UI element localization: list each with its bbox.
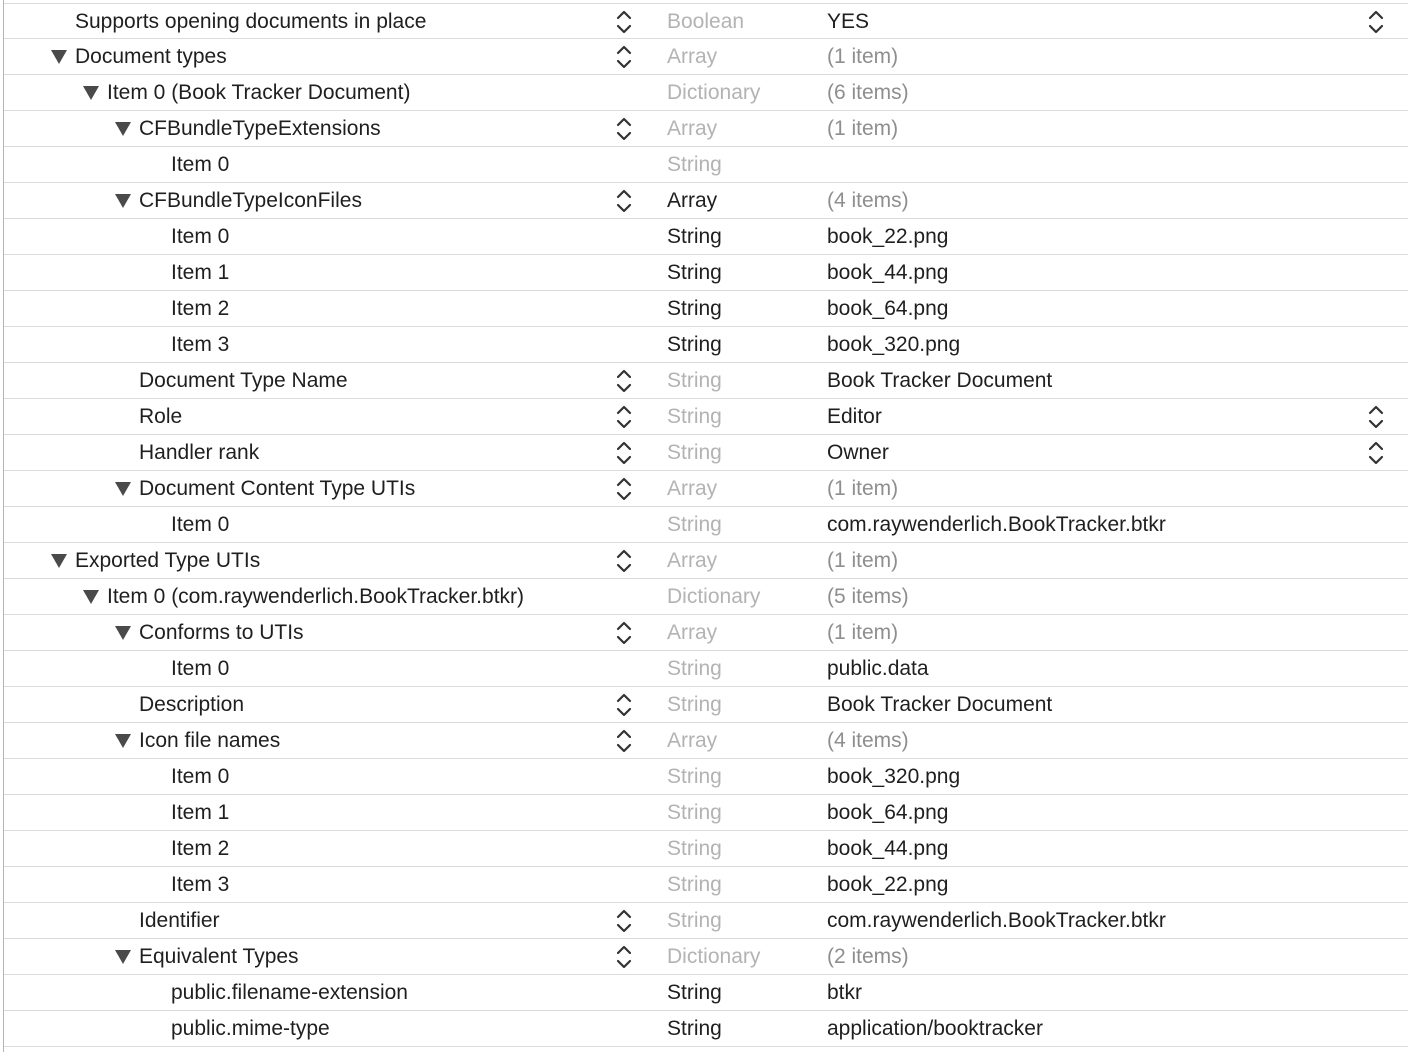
row-value[interactable]: btkr [827, 981, 863, 1004]
row-type[interactable]: Array [667, 729, 718, 752]
key-chooser-chevron-icon[interactable] [615, 188, 633, 214]
plist-row[interactable] [4, 291, 1408, 327]
row-key[interactable]: Icon file names [139, 729, 281, 752]
row-value: (1 item) [827, 549, 899, 572]
plist-row[interactable] [4, 759, 1408, 795]
row-type[interactable]: Dictionary [667, 945, 761, 968]
row-value[interactable]: com.raywenderlich.BookTracker.btkr [827, 909, 1166, 932]
disclosure-triangle-icon[interactable] [51, 50, 67, 64]
key-chooser-chevron-icon[interactable] [615, 548, 633, 574]
row-key[interactable]: Item 0 [171, 153, 230, 176]
plist-rows [4, 3, 1408, 1047]
plist-row[interactable] [4, 363, 1408, 399]
row-type[interactable]: String [667, 441, 722, 464]
row-type[interactable]: String [667, 801, 722, 824]
row-type[interactable]: String [667, 225, 722, 248]
row-value[interactable]: application/booktracker [827, 1017, 1043, 1040]
row-type[interactable]: Array [667, 477, 718, 500]
row-value: (6 items) [827, 81, 909, 104]
key-chooser-chevron-icon[interactable] [615, 116, 633, 142]
plist-row[interactable] [4, 543, 1408, 579]
disclosure-triangle-icon[interactable] [115, 482, 131, 496]
row-key[interactable]: Identifier [139, 909, 220, 932]
row-value[interactable]: Editor [827, 405, 882, 428]
value-chooser-chevron-icon[interactable] [1367, 404, 1385, 430]
row-key[interactable]: Description [139, 693, 245, 716]
row-key[interactable]: Conforms to UTIs [139, 621, 304, 644]
row-key[interactable]: Item 0 [171, 657, 230, 680]
row-type[interactable]: String [667, 837, 722, 860]
row-value[interactable]: book_44.png [827, 261, 949, 284]
row-type[interactable]: String [667, 333, 722, 356]
row-key[interactable]: Item 1 [171, 261, 230, 284]
row-key[interactable]: Item 2 [171, 297, 230, 320]
disclosure-triangle-icon[interactable] [115, 626, 131, 640]
disclosure-triangle-icon[interactable] [115, 734, 131, 748]
key-chooser-chevron-icon[interactable] [615, 368, 633, 394]
row-key[interactable]: Handler rank [139, 441, 260, 464]
row-type[interactable]: Array [667, 45, 718, 68]
row-key[interactable]: Document types [75, 45, 227, 68]
plist-row[interactable] [4, 687, 1408, 723]
value-chooser-chevron-icon[interactable] [1367, 440, 1385, 466]
row-value[interactable]: book_320.png [827, 765, 961, 788]
row-value[interactable]: book_320.png [827, 333, 961, 356]
row-value: (1 item) [827, 477, 899, 500]
key-chooser-chevron-icon[interactable] [615, 404, 633, 430]
row-type[interactable]: String [667, 1017, 722, 1040]
row-type[interactable]: Boolean [667, 10, 745, 33]
plist-row[interactable] [4, 867, 1408, 903]
key-chooser-chevron-icon[interactable] [615, 944, 633, 970]
row-key[interactable]: Equivalent Types [139, 945, 299, 968]
key-chooser-chevron-icon[interactable] [615, 476, 633, 502]
row-type[interactable]: String [667, 369, 722, 392]
plist-row[interactable] [4, 111, 1408, 147]
row-type[interactable]: String [667, 153, 722, 176]
key-chooser-chevron-icon[interactable] [615, 728, 633, 754]
row-key[interactable]: Item 2 [171, 837, 230, 860]
plist-row[interactable] [4, 39, 1408, 75]
row-key[interactable]: Exported Type UTIs [75, 549, 261, 572]
row-key[interactable]: public.mime-type [171, 1017, 330, 1040]
key-chooser-chevron-icon[interactable] [615, 440, 633, 466]
key-chooser-chevron-icon[interactable] [615, 9, 633, 35]
plist-row[interactable] [4, 75, 1408, 111]
plist-row[interactable] [4, 903, 1408, 939]
row-type[interactable]: String [667, 873, 722, 896]
row-key[interactable]: Document Type Name [139, 369, 348, 392]
row-type[interactable]: String [667, 297, 722, 320]
key-chooser-chevron-icon[interactable] [615, 908, 633, 934]
row-type[interactable]: Array [667, 549, 718, 572]
row-type[interactable]: String [667, 405, 722, 428]
row-value: (4 items) [827, 189, 909, 212]
plist-row[interactable] [4, 723, 1408, 759]
row-type[interactable]: String [667, 981, 722, 1004]
disclosure-triangle-icon[interactable] [83, 590, 99, 604]
row-key[interactable]: Item 3 [171, 333, 230, 356]
row-value: (2 items) [827, 945, 909, 968]
plist-row[interactable] [4, 399, 1408, 435]
row-value: (1 item) [827, 621, 899, 644]
row-type[interactable]: String [667, 765, 722, 788]
value-chooser-chevron-icon[interactable] [1367, 9, 1385, 35]
disclosure-triangle-icon[interactable] [115, 194, 131, 208]
row-value[interactable]: com.raywenderlich.BookTracker.btkr [827, 513, 1166, 536]
row-value: (5 items) [827, 585, 909, 608]
plist-row[interactable] [4, 147, 1408, 183]
row-key[interactable]: Document Content Type UTIs [139, 477, 416, 500]
key-chooser-chevron-icon[interactable] [615, 692, 633, 718]
row-type[interactable]: Dictionary [667, 81, 761, 104]
plist-row[interactable] [4, 615, 1408, 651]
disclosure-triangle-icon[interactable] [115, 122, 131, 136]
row-type[interactable]: Array [667, 189, 718, 212]
row-value[interactable]: book_44.png [827, 837, 949, 860]
plist-row[interactable] [4, 975, 1408, 1011]
row-type[interactable]: String [667, 909, 722, 932]
row-value[interactable]: book_22.png [827, 225, 949, 248]
plist-row[interactable] [4, 3, 1408, 39]
row-key[interactable]: Item 0 [171, 225, 230, 248]
row-type[interactable]: String [667, 693, 722, 716]
plist-row[interactable] [4, 507, 1408, 543]
plist-row[interactable] [4, 327, 1408, 363]
row-value[interactable]: book_22.png [827, 873, 949, 896]
row-key[interactable]: Supports opening documents in place [75, 10, 427, 33]
key-chooser-chevron-icon[interactable] [615, 44, 633, 70]
row-value: (4 items) [827, 729, 909, 752]
plist-row[interactable] [4, 183, 1408, 219]
row-value[interactable]: book_64.png [827, 801, 949, 824]
row-value[interactable]: public.data [827, 657, 929, 680]
disclosure-triangle-icon[interactable] [83, 86, 99, 100]
plist-row[interactable] [4, 831, 1408, 867]
row-value[interactable]: book_64.png [827, 297, 949, 320]
row-key[interactable]: Item 0 (Book Tracker Document) [107, 81, 411, 104]
row-key[interactable]: public.filename-extension [171, 981, 408, 1004]
row-key[interactable]: Item 3 [171, 873, 230, 896]
row-type[interactable]: String [667, 261, 722, 284]
row-value[interactable]: YES [827, 10, 870, 33]
plist-row[interactable] [4, 795, 1408, 831]
row-value[interactable]: Book Tracker Document [827, 369, 1053, 392]
row-type[interactable]: String [667, 657, 722, 680]
plist-row[interactable] [4, 471, 1408, 507]
row-value[interactable]: Owner [827, 441, 889, 464]
row-value: (1 item) [827, 117, 899, 140]
plist-row[interactable] [4, 651, 1408, 687]
plist-row[interactable] [4, 579, 1408, 615]
row-key[interactable]: Role [139, 405, 183, 428]
plist-row[interactable] [4, 255, 1408, 291]
row-key[interactable]: Item 0 [171, 765, 230, 788]
disclosure-triangle-icon[interactable] [51, 554, 67, 568]
plist-row[interactable] [4, 219, 1408, 255]
row-value: (1 item) [827, 45, 899, 68]
row-key[interactable]: Item 0 (com.raywenderlich.BookTracker.btkr) [107, 585, 525, 608]
row-value[interactable]: Book Tracker Document [827, 693, 1053, 716]
plist-row[interactable] [4, 1011, 1408, 1047]
row-type[interactable]: Array [667, 621, 718, 644]
row-type[interactable]: String [667, 513, 722, 536]
row-type[interactable]: Array [667, 117, 718, 140]
disclosure-triangle-icon[interactable] [115, 950, 131, 964]
row-type[interactable]: Dictionary [667, 585, 761, 608]
row-key[interactable]: Item 1 [171, 801, 230, 824]
plist-row[interactable] [4, 435, 1408, 471]
row-key[interactable]: CFBundleTypeExtensions [139, 117, 381, 140]
key-chooser-chevron-icon[interactable] [615, 620, 633, 646]
row-key[interactable]: Item 0 [171, 513, 230, 536]
plist-row[interactable] [4, 939, 1408, 975]
row-key[interactable]: CFBundleTypeIconFiles [139, 189, 362, 212]
